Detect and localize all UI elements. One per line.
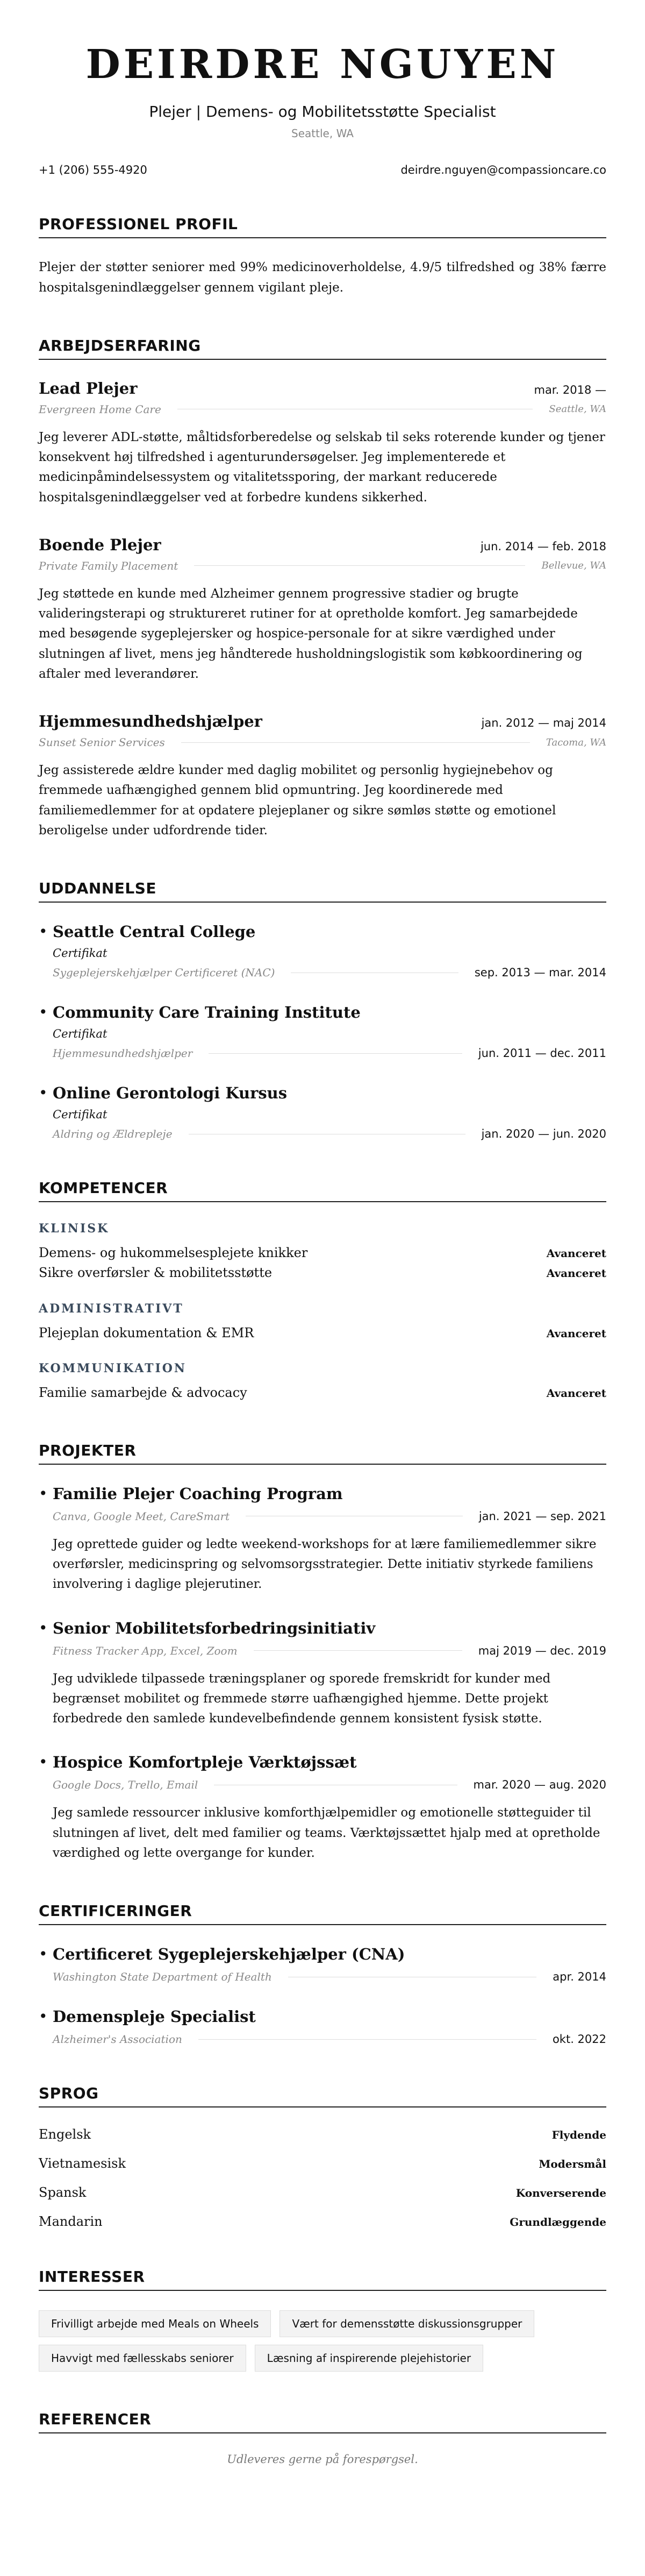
section-title-references: REFERENCER <box>39 2410 606 2433</box>
competency-group <box>39 1302 606 1343</box>
skill-name: Familie samarbejde & advocacy <box>39 1385 247 1400</box>
interest-tag: Vært for demensstøtte diskussionsgrupper <box>280 2310 534 2337</box>
skill-level: Avanceret <box>546 1247 606 1260</box>
job-title: Boende Plejer <box>39 535 161 554</box>
education-entry <box>39 922 606 979</box>
candidate-title: Plejer | Demens- og Mobilitetsstøtte Specialist <box>149 103 496 121</box>
project-description: Jeg samlede ressourcer inklusive komforthjælpemidler og emotionelle støtteguider til slutningen af livet, delt med familier og teams. Værktøjssættet hjalp med at opretholde værdighed og lette overgange for kunder. <box>53 1806 600 1860</box>
competency-group-name: KLINISK <box>39 1222 110 1236</box>
job-location: Seattle, WA <box>549 403 606 415</box>
project-tools: Fitness Tracker App, Excel, Zoom <box>53 1644 238 1657</box>
job-entry <box>39 379 606 508</box>
competency-row <box>39 1323 606 1343</box>
education-type: Certifikat <box>53 1108 108 1122</box>
language-name: Spansk <box>39 2185 87 2201</box>
divider <box>209 1053 462 1054</box>
interests-section <box>39 2268 606 2372</box>
competencies-section <box>39 1179 606 1403</box>
references-text: Udleveres gerne på forespørgsel. <box>227 2453 418 2466</box>
job-description: Jeg assisterede ældre kunder med daglig mobilitet og personlig hygiejnebehov og fremmede uafhængighed gennem blid opmuntring. Jeg koordinerede med familiemedlemmer for at opdatere plejeplaner og sikre sømløs støtte og emotionel beroligelse under udfordrende tider. <box>39 763 556 838</box>
certification-date: okt. 2022 <box>552 2033 606 2046</box>
language-row <box>39 2185 606 2200</box>
job-location: Tacoma, WA <box>546 736 606 748</box>
education-type: Certifikat <box>53 1027 108 1041</box>
project-title: • Familie Plejer Coaching Program <box>53 1484 343 1503</box>
certifications-section <box>39 1902 606 2046</box>
school-name: • Seattle Central College <box>53 922 256 941</box>
school-name: • Online Gerontologi Kursus <box>53 1084 288 1103</box>
project-date: maj 2019 — dec. 2019 <box>478 1644 606 1657</box>
education-date: jun. 2011 — dec. 2011 <box>478 1047 606 1060</box>
project-date: mar. 2020 — aug. 2020 <box>473 1778 606 1792</box>
divider <box>181 742 530 743</box>
section-title-profile: PROFESSIONEL PROFIL <box>39 215 606 238</box>
project-tools: Canva, Google Meet, CareSmart <box>53 1509 230 1523</box>
competency-row <box>39 1263 606 1283</box>
job-date: jan. 2012 — maj 2014 <box>481 716 606 730</box>
job-date: mar. 2018 — <box>534 383 606 396</box>
job-entry <box>39 712 606 841</box>
skill-level: Avanceret <box>546 1326 606 1340</box>
candidate-name: DEIRDRE NGUYEN <box>85 41 560 88</box>
job-company: Evergreen Home Care <box>39 402 161 416</box>
section-title-interests: INTERESSER <box>39 2268 606 2291</box>
job-title: Lead Plejer <box>39 379 138 398</box>
language-name: Vietnamesisk <box>39 2156 126 2171</box>
job-company: Sunset Senior Services <box>39 736 165 749</box>
email[interactable]: deirdre.nguyen@compassioncare.co <box>400 164 606 177</box>
certification-issuer: Alzheimer's Association <box>53 2033 182 2046</box>
profile-text: Plejer der støtter seniorer med 99% medicinoverholdelse, 4.9/5 tilfredshed og 38% færre hospitalsgenindlæggelser gennem vigilant pleje. <box>39 260 606 295</box>
education-section <box>39 879 606 1140</box>
job-title: Hjemmesundhedshjælper <box>39 712 262 731</box>
interest-tags <box>39 2310 606 2372</box>
phone[interactable]: +1 (206) 555-4920 <box>39 164 147 177</box>
job-company: Private Family Placement <box>39 559 178 572</box>
certification-issuer: Washington State Department of Health <box>53 1970 272 1984</box>
interest-tag: Læsning af inspirerende plejehistorier <box>255 2345 483 2372</box>
certification-entry <box>39 1945 606 1983</box>
interest-tag: Frivilligt arbejde med Meals on Wheels <box>39 2310 271 2337</box>
education-date: jan. 2020 — jun. 2020 <box>481 1127 606 1141</box>
education-type: Certifikat <box>53 947 108 960</box>
job-location: Bellevue, WA <box>541 560 606 572</box>
language-name: Mandarin <box>39 2214 103 2230</box>
project-description: Jeg oprettede guider og ledte weekend-workshops for at lære familiemedlemmer sikre overførsler, medicinspring og selvomsorgsstrategier. Dette initiativ styrkede familiens involvering i daglige plejerutiner. <box>53 1537 597 1592</box>
section-title-competencies: KOMPETENCER <box>39 1179 606 1202</box>
skill-name: Demens- og hukommelsesplejete knikker <box>39 1245 308 1261</box>
education-entry <box>39 1003 606 1060</box>
interest-tag: Havvigt med fællesskabs seniorer <box>39 2345 246 2372</box>
competency-row <box>39 1243 606 1263</box>
school-name: • Community Care Training Institute <box>53 1003 361 1022</box>
section-title-education: UDDANNELSE <box>39 879 606 903</box>
section-title-certifications: CERTIFICERINGER <box>39 1902 606 1925</box>
competency-group <box>39 1361 606 1403</box>
references-section <box>39 2410 606 2466</box>
section-title-experience: ARBEJDSERFARING <box>39 337 606 360</box>
education-date: sep. 2013 — mar. 2014 <box>474 966 606 980</box>
candidate-location: Seattle, WA <box>291 127 354 140</box>
education-program: Aldring og Ældrepleje <box>53 1127 173 1141</box>
project-title: • Senior Mobilitetsforbedringsinitiativ <box>53 1619 376 1637</box>
section-title-projects: PROJEKTER <box>39 1442 606 1465</box>
language-row <box>39 2127 606 2142</box>
education-program: Sygeplejerskehjælper Certificeret (NAC) <box>53 966 275 980</box>
resume-page <box>39 0 606 2466</box>
competency-group-name: ADMINISTRATIVT <box>39 1301 184 1316</box>
education-program: Hjemmesundhedshjælper <box>53 1047 193 1060</box>
language-name: Engelsk <box>39 2127 91 2142</box>
divider <box>198 2039 536 2040</box>
project-entry <box>39 1484 606 1595</box>
language-level: Flydende <box>551 2128 606 2142</box>
certification-title: • Demenspleje Specialist <box>53 2007 256 2026</box>
language-row <box>39 2156 606 2171</box>
project-date: jan. 2021 — sep. 2021 <box>478 1509 606 1523</box>
language-level: Konverserende <box>515 2187 606 2200</box>
skill-name: Plejeplan dokumentation & EMR <box>39 1325 254 1340</box>
skill-level: Avanceret <box>546 1386 606 1400</box>
job-date: jun. 2014 — feb. 2018 <box>480 540 606 553</box>
job-description: Jeg støttede en kunde med Alzheimer gennem progressive stadier og brugte valideringsterapi og struktureret rutiner for at opretholde komfort. Jeg samarbejdede med besøgende sygeplejersker og hospice-personale for at sikre værdighed under slutningen af livet, mens jeg håndterede husholdningslogistik som købkoordinering og aftaler med leverandører. <box>39 586 583 681</box>
profile-section <box>39 215 606 298</box>
language-level: Modersmål <box>539 2158 606 2171</box>
divider <box>254 1650 462 1651</box>
job-entry <box>39 536 606 684</box>
certification-title: • Certificeret Sygeplejerskehjælper (CNA) <box>53 1945 405 1964</box>
competency-group <box>39 1222 606 1283</box>
contact-row <box>39 164 606 176</box>
divider <box>194 565 525 566</box>
competency-group-name: KOMMUNIKATION <box>39 1361 187 1375</box>
education-entry <box>39 1083 606 1140</box>
experience-section <box>39 337 606 841</box>
language-row <box>39 2214 606 2229</box>
section-title-languages: SPROG <box>39 2084 606 2107</box>
project-entry <box>39 1752 606 1863</box>
project-entry <box>39 1619 606 1729</box>
competency-row <box>39 1383 606 1403</box>
project-description: Jeg udviklede tilpassede træningsplaner og sporede fremskridt for kunder med begrænset mobilitet og fremmede større uafhængighed hjemme. Dette projekt forbedrede den samlede kundevelbefindende gennem konsistent fysisk støtte. <box>53 1671 551 1726</box>
skill-name: Sikre overførsler & mobilitetsstøtte <box>39 1265 273 1281</box>
project-title: • Hospice Komfortpleje Værktøjssæt <box>53 1753 357 1772</box>
job-description: Jeg leverer ADL-støtte, måltidsforberedelse og selskab til seks roterende kunder og tjener konsekvent høj tilfredshed i agenturundersøgelser. Jeg implementerede et medicinpåmindelsessystem og vitalitetssporing, der markant reducerede hospitalsgenindlæggelser ved at forbedre kundens sikkerhed. <box>39 430 605 505</box>
certification-entry <box>39 2007 606 2046</box>
certification-date: apr. 2014 <box>553 1970 606 1984</box>
language-level: Grundlæggende <box>510 2216 606 2229</box>
languages-section <box>39 2084 606 2229</box>
skill-level: Avanceret <box>546 1267 606 1280</box>
project-tools: Google Docs, Trello, Email <box>53 1778 198 1792</box>
projects-section <box>39 1442 606 1863</box>
